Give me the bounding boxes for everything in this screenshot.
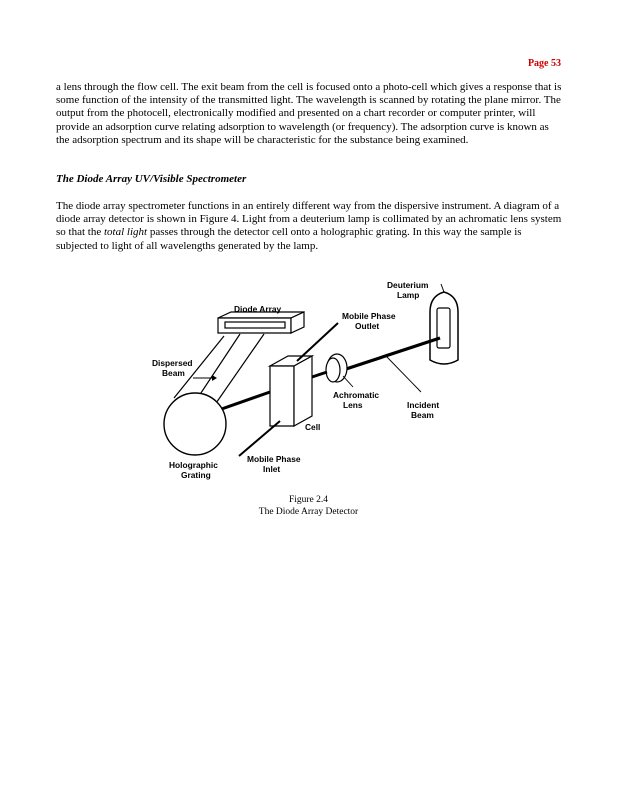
paragraph-intro: a lens through the flow cell. The exit beam from the cell is focused onto a photo-cell which gives a response that is some function of the intensity of the transmitted light. The wavelength is scanned by rotating the plane mirror. The output from the photocell, electronically modified and presented on a chart recorder or computer printer, will provide an adsorption curve relating adsorption to wavelength (or frequency). The adsorption curve is known as the adsorption spectrum and its shape will be characteristic for the substance being examined. — [56, 81, 562, 146]
label-dispersed-beam: Beam — [162, 368, 185, 378]
incident-beam-line — [343, 338, 440, 370]
holographic-grating-shape — [164, 393, 226, 455]
page-number: Page 53 — [527, 58, 561, 69]
label-achromatic: Achromatic — [333, 390, 380, 400]
paragraph-text-start: The diode array spectrometer functions in an entirely different way from the dispersive instrument. A diagram of a diode array detector is shown in Figure 4. Light from a deuterium lamp is collimated by an achromatic lens system so that the — [56, 200, 562, 239]
label-mobile-phase-outlet: Mobile Phase — [342, 311, 396, 321]
label-outlet: Outlet — [355, 321, 380, 331]
label-lens: Lens — [343, 400, 363, 410]
label-deuterium: Deuterium — [387, 280, 429, 290]
deuterium-lamp-shape — [430, 284, 458, 364]
diode-array-shape — [218, 312, 304, 333]
label-incident-beam: Beam — [411, 410, 434, 420]
paragraph-text-end: passes through the detector cell onto a holographic grating. In this way the sample is subjected to light of all wavelengths generated by the lamp. — [56, 226, 522, 252]
emphasis-total-light: total light — [103, 226, 148, 239]
diode-array-detector-diagram — [140, 268, 480, 488]
label-mobile-phase-inlet: Mobile Phase — [247, 454, 301, 464]
figure-caption: The Diode Array Detector — [258, 507, 359, 517]
achromatic-lens-shape — [326, 354, 347, 382]
label-incident: Incident — [407, 400, 440, 410]
label-holographic: Holographic — [169, 460, 218, 470]
label-inlet: Inlet — [263, 464, 281, 474]
label-cell: Cell — [305, 422, 321, 432]
section-heading: The Diode Array UV/Visible Spectrometer — [56, 173, 247, 185]
figure-number: Figure 2.4 — [288, 495, 329, 505]
label-grating: Grating — [181, 470, 211, 480]
label-diode-array: Diode Array — [234, 304, 282, 314]
label-lamp: Lamp — [397, 290, 420, 300]
paragraph-diode-array — [56, 200, 562, 253]
label-dispersed: Dispersed — [152, 358, 193, 368]
flow-cell-shape — [270, 356, 312, 426]
